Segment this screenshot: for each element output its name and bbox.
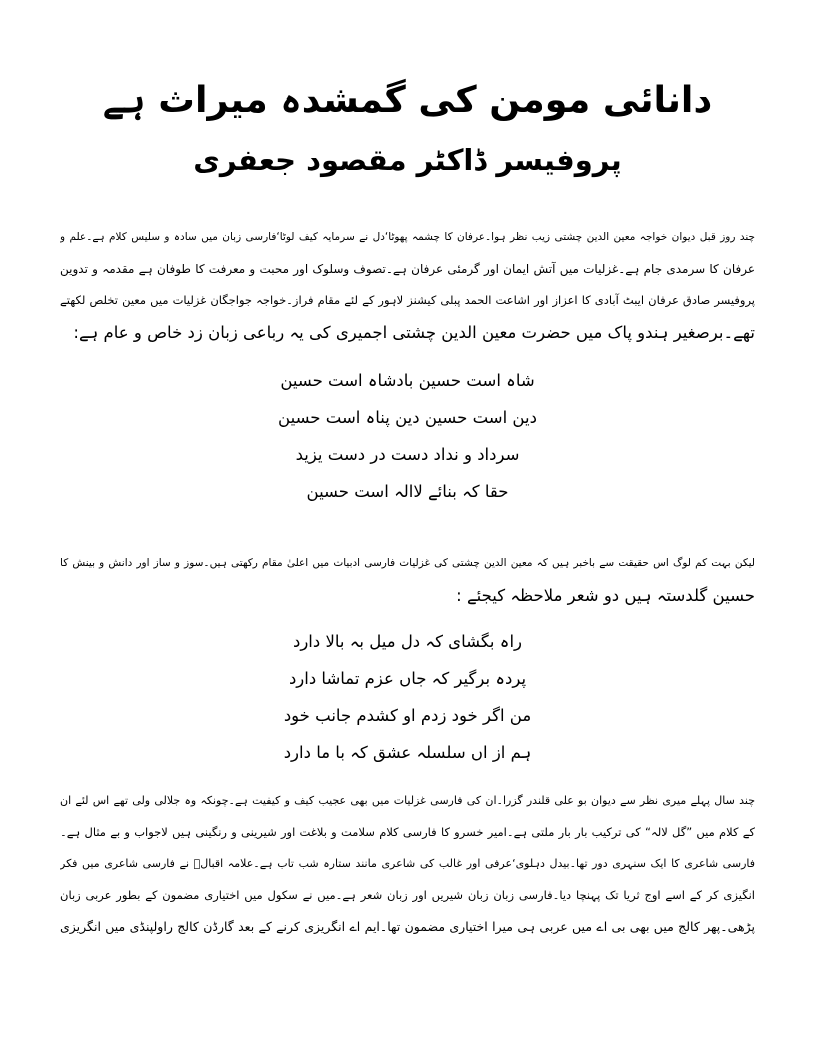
verse-block-2 [200,623,615,771]
page-title: دانائی مومن کی گمشدہ میراث ہے [102,78,713,121]
verse-line: سرداد و نداد دست در دست یزید [295,445,520,464]
paragraph-line: فارسی شاعری کا ایک سنہری دور تھا۔بیدل دہلوی‘عرفی اور غالب کی شاعری مانند ستارہ شب تاب ہے۔علامہ اقبالؒ نے فارسی شاعری میں فکر [60,857,755,870]
author-name: پروفیسر ڈاکٹر مقصود جعفری [193,143,622,177]
paragraph-2 [60,548,755,611]
paragraph-line: چند روز قبل دیوان خواجہ معین الدین چشتی زیب نظر ہوا۔عرفان کا چشمہ پھوٹا‘دل نے سرمایہ کیف لوٹا‘فارسی زبان میں سادہ و سلیس کلام ہے۔علم و [60,231,755,243]
paragraph-line: لیکن بہت کم لوگ اس حقیقت سے باخبر ہیں کہ معین الدین چشتی کی غزلیات فارسی ادبیات میں اعلیٰ مقام رکھتی ہیں۔سوز و ساز اور دانش و بینش کا [60,557,755,569]
paragraph-line: عرفان کا سرمدی جام ہے۔غزلیات میں آتش ایمان اور گرمئی عرفان ہے۔تصوف وسلوک اور محبت و معرفت کا طوفان ہے مقدمہ و تدوین [60,261,755,276]
paragraph-1 [60,222,755,348]
verse-line: دین است حسین دین پناہ است حسین [278,408,537,427]
verse-line: ہم از اں سلسلہ عشق کہ با ما دارد [283,743,532,762]
verse-line: پردہ برگیر کہ جاں عزم تماشا دارد [288,669,527,688]
verse-block-1 [200,362,615,510]
verse-line: شاہ است حسین بادشاہ است حسین [280,371,535,390]
paragraph-line: کے کلام میں ”گل لالہ“ کی ترکیب بار بار ملتی ہے۔امیر خسرو کا فارسی کلام سلامت و بلاغت اور شیرینی و رنگینی ہیں لاجواب و بے مثال ہے۔ [60,824,755,839]
verse-line: من اگر خود زدم او کشدم جانب خود [283,706,532,725]
paragraph-line: حسین گلدستہ ہیں دو شعر ملاحظہ کیجئے : [456,585,755,605]
paragraph-line: پروفیسر صادق عرفان ایبٹ آبادی کا اعزاز اور اشاعت الحمد پبلی کیشنز لاہور کے لئے مقام فراز۔خواجہ جواجگان غزلیات میں معین تخلص لکھتے [60,293,755,307]
verse-line: حقا کہ بنائے لاالہ است حسین [306,482,509,501]
verse-line: راہ بگشای کہ دل میل بہ بالا دارد [292,632,522,651]
paragraph-line: پڑھی۔پھر کالج میں بھی بی اے میں عربی ہی میرا اختیاری مضمون تھا۔ایم اے انگریزی کرنے کے بعد گارڈن کالج راولپنڈی میں انگریزی [60,919,755,934]
paragraph-line: چند سال پہلے میری نظر سے دیوان بو علی قلندر گزرا۔ان کی فارسی غزلیات میں بھی عجیب کیف و کیفیت ہے۔چونکہ وہ جلالی ولی تھے اس لئے ان [60,794,755,807]
paragraph-3 [60,785,755,943]
paragraph-line: انگیزی کر کے اسے اوج ثریا تک پہنچا دیا۔فارسی زبان زبان شیریں اور زبان شعر ہے۔میں نے سکول میں اختیاری مضمون کے بطور عربی زبان [60,887,755,902]
paragraph-line: تھے۔برصغیر ہندو پاک میں حضرت معین الدین چشتی اجمیری کی یہ رباعی زبان زد خاص و عام ہے: [73,322,755,342]
